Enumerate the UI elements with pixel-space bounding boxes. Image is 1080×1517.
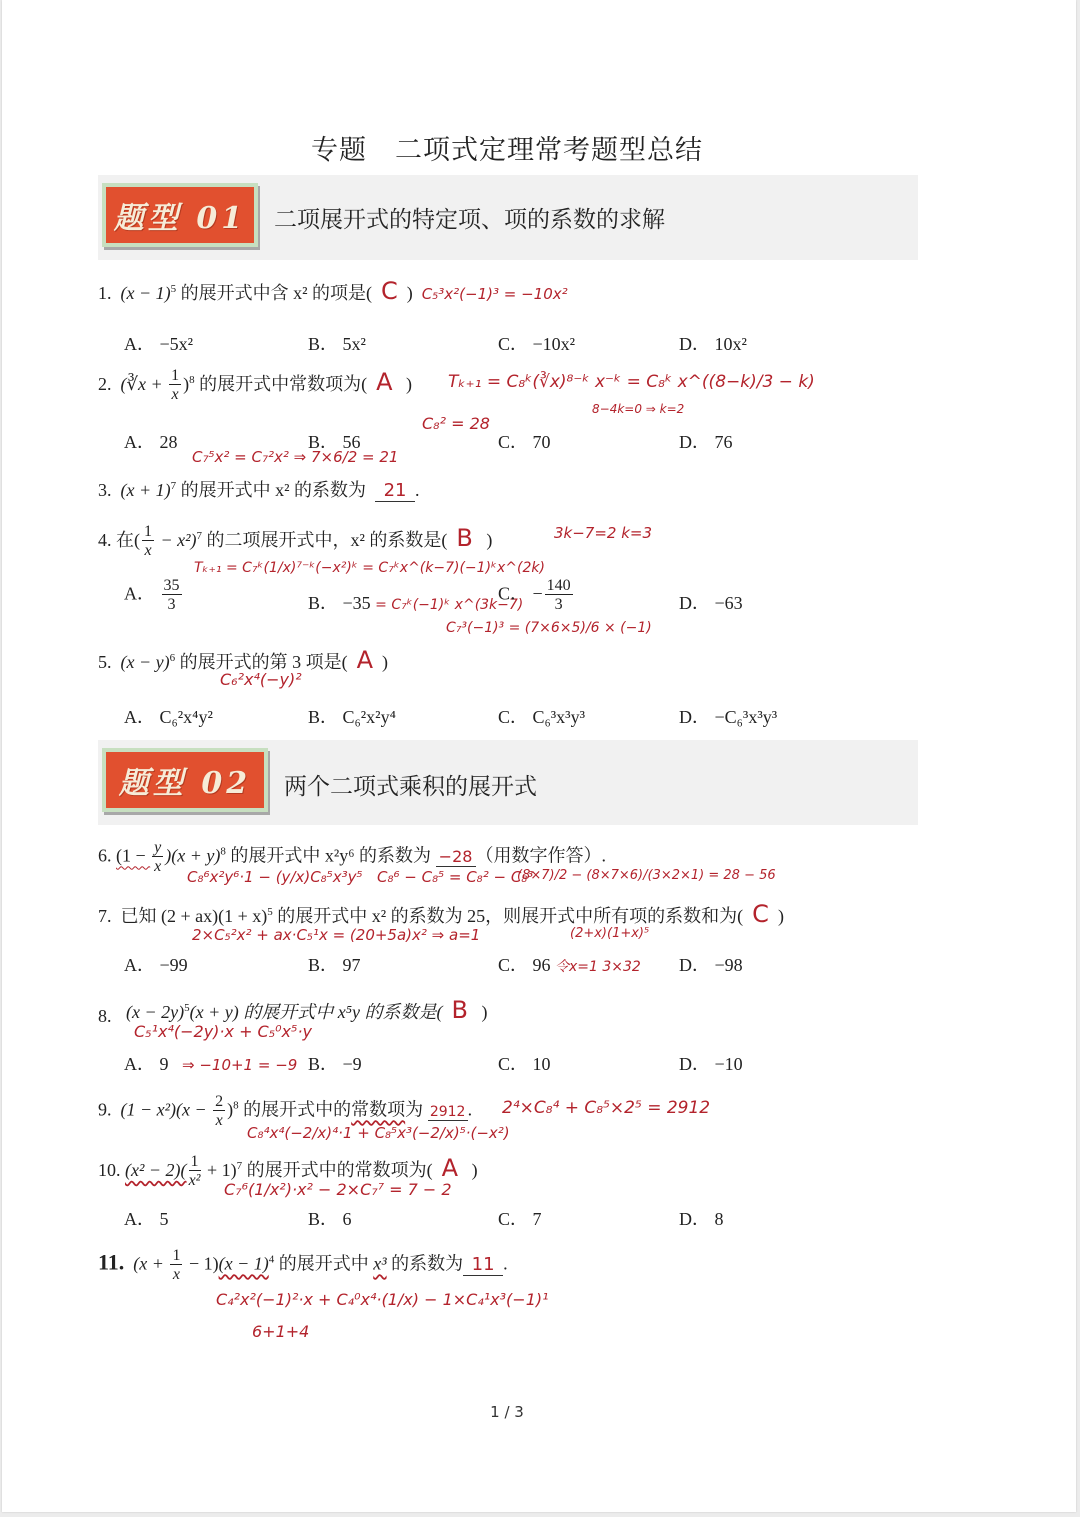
handwritten-answer: B [451, 996, 468, 1024]
handwritten-work: Tₖ₊₁ = C₈ᵏ(∛x)⁸⁻ᵏ x⁻ᵏ = C₈ᵏ x^((8−k)/3 − k) [448, 372, 815, 392]
question-7: 7. 已知 $(2 + ax)(1 + x)^5$ 的展开式中 x² 的系数为 25，则展开式中所有项的系数和为( C ) [98, 900, 784, 928]
section-header-02 [98, 740, 918, 825]
handwritten-answer: C [381, 277, 398, 305]
option-b: B． C₆²x²y⁴ [308, 707, 396, 727]
option-c: C． −10x² [498, 334, 576, 354]
option-b: B． 56 [308, 432, 361, 452]
question-3: 3. $(x + 1)^7$ 的展开式中 x² 的系数为 21 . [98, 480, 420, 501]
handwritten-work: 6+1+4 [252, 1322, 310, 1341]
handwritten-answer: A [441, 1154, 459, 1182]
option-a: A． 5 [124, 1209, 169, 1229]
handwritten-work: C₇⁵x² = C₇²x² ⇒ 7×6/2 = 21 [192, 448, 399, 466]
handwritten-work: C₇³(−1)³ = (7×6×5)/6 × (−1) [446, 620, 652, 636]
answer-blank: 2912 [428, 1104, 468, 1121]
handwritten-work: C₆²x⁴(−y)² [220, 670, 302, 689]
section-badge: 题型 01 [102, 183, 258, 247]
handwritten-work: 2×C₅²x² + ax·C₅¹x = (20+5a)x² ⇒ a=1 [192, 926, 481, 944]
answer-blank: −28 [436, 847, 476, 867]
answer-blank: 11 [463, 1254, 503, 1276]
handwritten-answer: A [376, 368, 393, 396]
option-d: D． −98 [679, 955, 743, 975]
option-d: D． −C₆³x³y³ [679, 707, 778, 727]
handwritten-answer: B [456, 524, 473, 552]
option-a: A． 28 [124, 432, 178, 452]
question-6: 6. (1 − $\frac{y}{x}$ )$(x + y)^8$ 的展开式中 x²y⁶ 的系数为 −28 （用数字作答）. [98, 839, 607, 875]
option-b: B． 5x² [308, 334, 366, 354]
page-number: 1 / 3 [490, 1403, 524, 1421]
option-b: B． 6 [308, 1209, 352, 1229]
handwritten-work: C₈⁶x²y⁶·1 − (y/x)C₈⁵x³y⁵ [187, 868, 363, 886]
option-a: A． C₆²x⁴y² [124, 707, 213, 727]
option-a: A． −99 [124, 955, 188, 975]
option-a: A． $\frac{35}{3}$ [124, 577, 180, 613]
section-title: 二项展开式的特定项、项的系数的求解 [274, 207, 665, 233]
handwritten-work: 8−4k=0 ⇒ k=2 [592, 402, 685, 416]
option-d: D． −63 [679, 593, 743, 613]
question-2: 2. (∛x + $\frac{1}{x}$ )$^8$ 的展开式中常数项为( A ) [98, 367, 413, 404]
option-c: C． 70 [498, 432, 551, 452]
option-d: D． 10x² [679, 334, 747, 354]
option-b: B． −9 [308, 1054, 362, 1074]
handwritten-work: C₈² = 28 [422, 414, 490, 433]
section-header-01 [98, 175, 918, 260]
option-d: D． 8 [679, 1209, 724, 1229]
question-1: 1. $(x - 1)^5$ 的展开式中含 x² 的项是( C ) C₅³x²(−1)³ = −10x² [98, 277, 568, 305]
question-9: 9. (1 − x²)(x − $\frac{2}{x}$ )$^8$ 的展开式中的常数项为 2912 . [98, 1093, 473, 1129]
option-c: C． 10 [498, 1054, 551, 1074]
question-8-number: 8. [98, 1006, 112, 1026]
question-10: 10. (x² − 2)( $\frac{1}{\text{x²}}$ + 1)$^7$ 的展开式中的常数项为( A ) [98, 1153, 478, 1190]
handwritten-work: (8×7)/2 − (8×7×6)/(3×2×1) = 28 − 56 [517, 868, 776, 883]
document-page [2, 0, 1076, 1512]
handwritten-work: C₄²x²(−1)²·x + C₄⁰x⁴·(1/x) − 1×C₄¹x³(−1)¹ [216, 1290, 549, 1309]
section-badge: 题型 02 [102, 748, 268, 812]
question-8: $(x - 2y)^5(x + y)$ 的展开式中 x⁵y 的系数是( B ) [126, 996, 488, 1024]
question-4: 4. 在( $\frac{1}{x}$ − x²)$^7$ 的二项展开式中，x² 的系数是( B ) [98, 523, 493, 560]
handwritten-work: C₅¹x⁴(−2y)·x + C₅⁰x⁵·y [134, 1022, 312, 1041]
option-c: C． − $\frac{140}{3}$ [498, 577, 571, 613]
page-title: 专题 二项式定理常考题型总结 [311, 135, 703, 166]
handwritten-work: 3k−7=2 k=3 [554, 524, 653, 542]
question-5: 5. $(x - y)^6$ 的展开式的第 3 项是( A ) [98, 646, 389, 674]
section-title: 两个二项式乘积的展开式 [284, 774, 537, 800]
option-c: C． C₆³x³y³ [498, 707, 585, 727]
option-c: C． 96 令x=1 3×32 [498, 955, 641, 975]
handwritten-work: Tₖ₊₁ = C₇ᵏ(1/x)⁷⁻ᵏ(−x²)ᵏ = C₇ᵏx^(k−7)(−1)ᵏx^(2k) [194, 560, 545, 576]
option-c: C． 7 [498, 1209, 542, 1229]
handwritten-answer: C [752, 900, 769, 928]
handwritten-work: C₈⁶ − C₈⁵ = C₈² − C₈³ [377, 868, 534, 886]
option-a: A． 9 ⇒ −10+1 = −9 [124, 1054, 298, 1074]
handwritten-work: (2+x)(1+x)⁵ [570, 926, 650, 941]
handwritten-work: C₈⁴x⁴(−2/x)⁴·1 + C₈⁵x³(−2/x)⁵·(−x²) [247, 1124, 510, 1142]
option-a: A． −5x² [124, 334, 194, 354]
handwritten-work: 2⁴×C₈⁴ + C₈⁵×2⁵ = 2912 [502, 1098, 711, 1118]
option-d: D． 76 [679, 432, 733, 452]
option-b: B． −35 = C₇ᵏ(−1)ᵏ x^(3k−7) [308, 593, 524, 613]
option-d: D． −10 [679, 1054, 743, 1074]
answer-blank: 21 [375, 480, 415, 502]
question-11: 11. (x + $\frac{1}{x}$ − $1)(x - 1)^4$ 的展开式中 x³ 的系数为 11 . [98, 1247, 508, 1283]
handwritten-work: C₅³x²(−1)³ = −10x² [421, 285, 568, 303]
option-b: B． 97 [308, 955, 361, 975]
handwritten-work: C₇⁶(1/x²)·x² − 2×C₇⁷ = 7 − 2 [224, 1180, 452, 1199]
handwritten-answer: A [356, 646, 374, 674]
